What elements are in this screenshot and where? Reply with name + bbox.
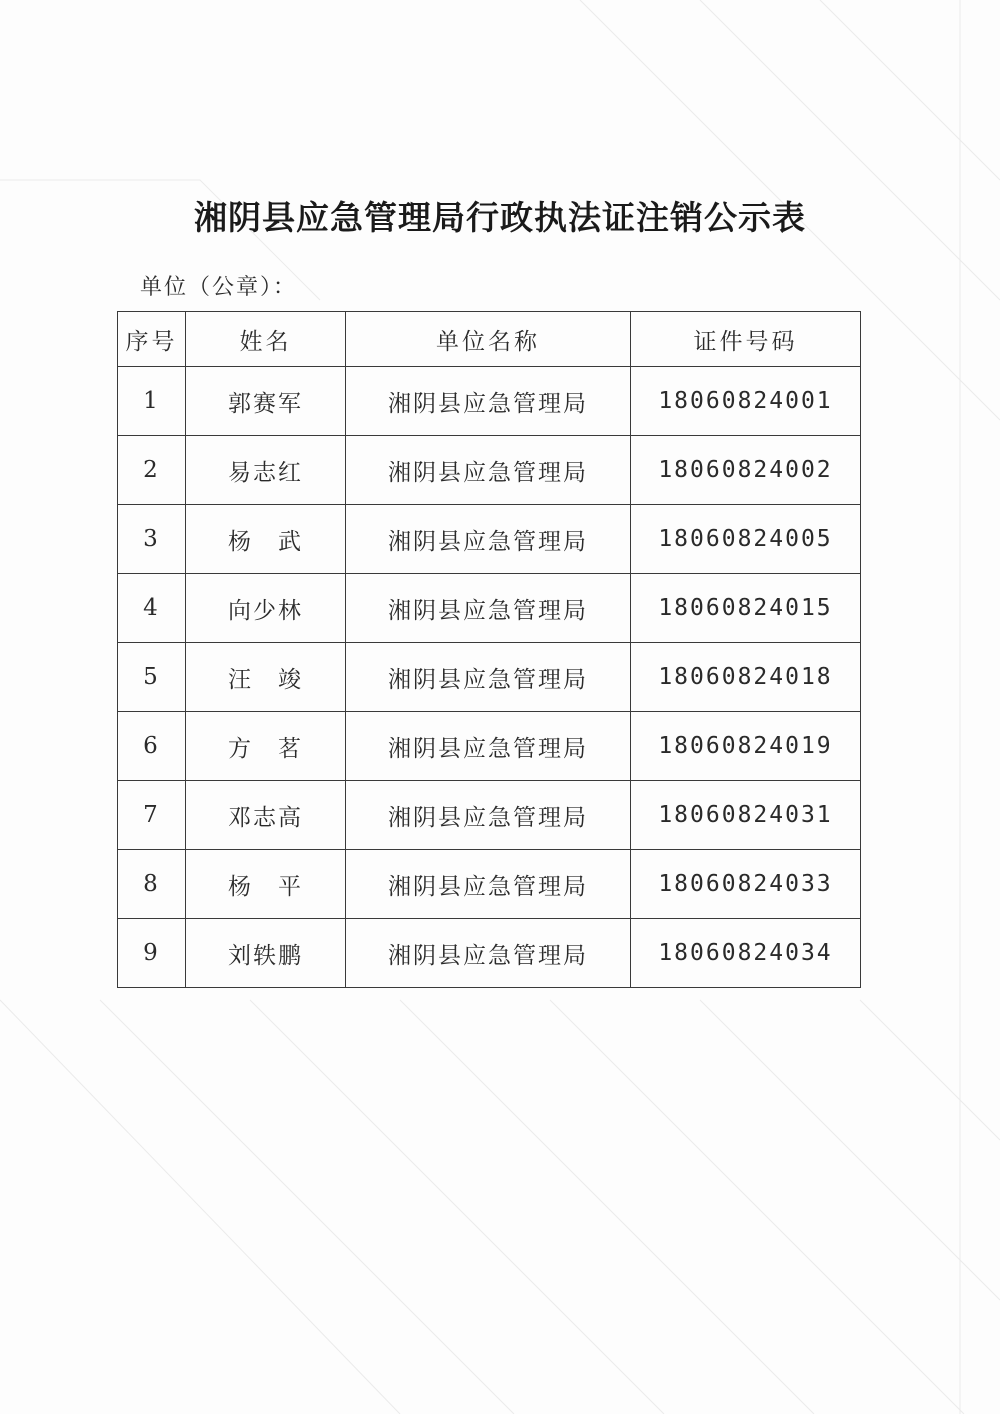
cell-name: 易志红 (186, 436, 346, 505)
table-row (118, 712, 861, 781)
cell-unit: 湘阴县应急管理局 (346, 712, 631, 781)
cell-id: 18060824002 (631, 436, 861, 505)
header-id: 证件号码 (631, 312, 861, 367)
cell-id: 18060824019 (631, 712, 861, 781)
cell-index: 9 (118, 919, 186, 988)
table-row (118, 643, 861, 712)
table-header-row (118, 312, 861, 367)
cell-name: 郭赛军 (186, 367, 346, 436)
cell-name: 汪 竣 (186, 643, 346, 712)
table-row (118, 436, 861, 505)
cell-name: 向少林 (186, 574, 346, 643)
cell-id: 18060824018 (631, 643, 861, 712)
cancellation-table (117, 311, 861, 988)
header-unit: 单位名称 (346, 312, 631, 367)
cell-index: 7 (118, 781, 186, 850)
cell-unit: 湘阴县应急管理局 (346, 574, 631, 643)
cell-index: 8 (118, 850, 186, 919)
cell-index: 6 (118, 712, 186, 781)
table-row (118, 367, 861, 436)
table-row (118, 919, 861, 988)
cell-unit: 湘阴县应急管理局 (346, 919, 631, 988)
cell-id: 18060824034 (631, 919, 861, 988)
cell-id: 18060824015 (631, 574, 861, 643)
cell-id: 18060824033 (631, 850, 861, 919)
cell-unit: 湘阴县应急管理局 (346, 367, 631, 436)
cell-index: 3 (118, 505, 186, 574)
cell-unit: 湘阴县应急管理局 (346, 436, 631, 505)
cell-index: 5 (118, 643, 186, 712)
cell-id: 18060824005 (631, 505, 861, 574)
cell-unit: 湘阴县应急管理局 (346, 850, 631, 919)
header-index: 序号 (118, 312, 186, 367)
cell-name: 杨 平 (186, 850, 346, 919)
cell-index: 4 (118, 574, 186, 643)
cell-unit: 湘阴县应急管理局 (346, 781, 631, 850)
cell-unit: 湘阴县应急管理局 (346, 505, 631, 574)
table-row (118, 574, 861, 643)
cell-name: 刘轶鹏 (186, 919, 346, 988)
cell-unit: 湘阴县应急管理局 (346, 643, 631, 712)
cell-id: 18060824031 (631, 781, 861, 850)
table-row (118, 781, 861, 850)
cell-id: 18060824001 (631, 367, 861, 436)
cell-name: 杨 武 (186, 505, 346, 574)
unit-seal-label: 单位（公章）： (140, 275, 298, 300)
cell-index: 1 (118, 367, 186, 436)
header-name: 姓名 (186, 312, 346, 367)
cell-name: 方 茗 (186, 712, 346, 781)
cell-index: 2 (118, 436, 186, 505)
cell-name: 邓志高 (186, 781, 346, 850)
table-row (118, 505, 861, 574)
document-title: 湘阴县应急管理局行政执法证注销公示表 (194, 198, 806, 237)
table-row (118, 850, 861, 919)
